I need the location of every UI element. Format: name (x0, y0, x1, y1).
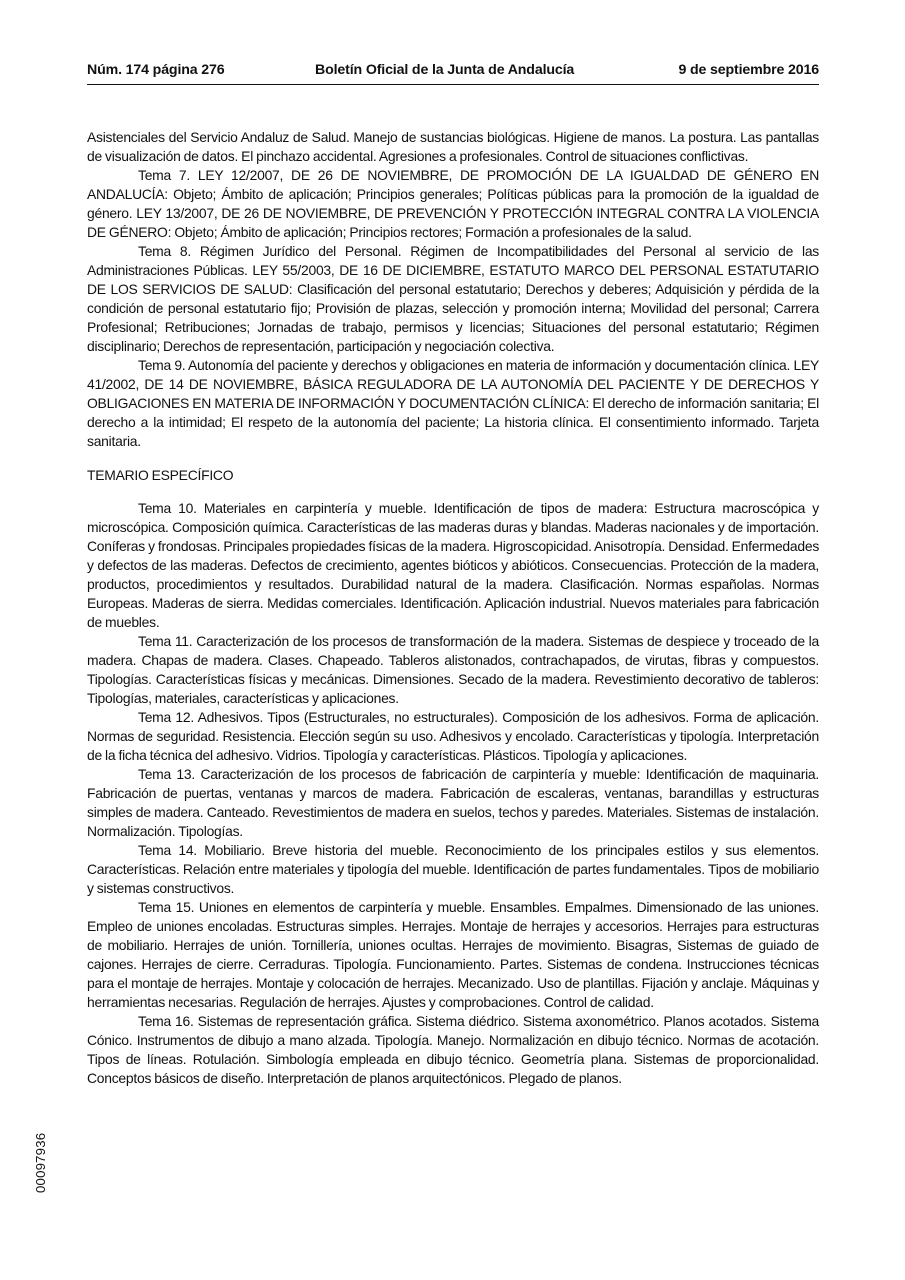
paragraph-tema-16: Tema 16. Sistemas de representación gráfica. Sistema diédrico. Sistema axonométrico. Planos acotados. Sistema Cónico. Instrumentos de dibujo a mano alzada. Tipología. Manejo. Normalización en dibujo técnico. Normas de acotación. Tipos de líneas. Rotulación. Simbología empleada en dibujo técnico. Geometría plana. Sistemas de proporcionalidad. Conceptos básicos de diseño. Interpretación de planos arquitectónicos. Plegado de planos. (87, 1013, 819, 1086)
paragraph-tema-14: Tema 14. Mobiliario. Breve historia del mueble. Reconocimiento de los principales estilos y sus elementos. Características. Relación entre materiales y tipología del mueble. Identificación de partes fundamentales. Tipos de mobiliario y sistemas constructivos. (87, 842, 819, 896)
paragraph-tema-9: Tema 9. Autonomía del paciente y derechos y obligaciones en materia de información y documentación clínica. LEY 41/2002, DE 14 DE NOVIEMBRE, BÁSICA REGULADORA DE LA AUTONOMÍA DEL PACIENTE Y DE DERECHOS Y OBLIGACIONES EN MATERIA DE INFORMACIÓN Y DOCUMENTACIÓN CLÍNICA: El derecho de información sanitaria; El derecho a la intimidad; El respeto de la autonomía del paciente; La historia clínica. El consentimiento informado. Tarjeta sanitaria. (87, 357, 819, 449)
document-body (87, 128, 819, 1088)
page-header (87, 62, 819, 85)
paragraph-tema-8: Tema 8. Régimen Jurídico del Personal. Régimen de Incompatibilidades del Personal al servicio de las Administraciones Públicas. LEY 55/2003, DE 16 DE DICIEMBRE, ESTATUTO MARCO DEL PERSONAL ESTATUTARIO DE LOS SERVICIOS DE SALUD: Clasificación del personal estatutario; Derechos y deberes; Adquisición y pérdida de la condición de personal estatutario fijo; Provisión de plazas, selección y promoción interna; Movilidad del personal; Carrera Profesional; Retribuciones; Jornadas de trabajo, permisos y licencias; Situaciones del personal estatutario; Régimen disciplinario; Derechos de representación, participación y negociación colectiva. (87, 243, 819, 354)
section-heading: TEMARIO ESPECÍFICO (87, 467, 234, 483)
paragraph-continuation: Asistenciales del Servicio Andaluz de Salud. Manejo de sustancias biológicas. Higiene de manos. La postura. Las pantallas de visualización de datos. El pinchazo accidental. Agresiones a profesionales. Control de situaciones conflictivas. (87, 129, 819, 164)
issue-and-page-number: Núm. 174 página 276 (87, 62, 225, 78)
paragraph-tema-12: Tema 12. Adhesivos. Tipos (Estructurales, no estructurales). Composición de los adhesivos. Forma de aplicación. Normas de seguridad. Resistencia. Elección según su uso. Adhesivos y encolado. Características y tipología. Interpretación de la ficha técnica del adhesivo. Vidrios. Tipología y características. Plásticos. Tipología y aplicaciones. (87, 709, 819, 763)
paragraph-tema-15: Tema 15. Uniones en elementos de carpintería y mueble. Ensambles. Empalmes. Dimensionado de las uniones. Empleo de uniones encoladas. Estructuras simples. Herrajes. Montaje de herrajes y accesorios. Herrajes para estructuras de mobiliario. Herrajes de unión. Tornillería, uniones ocultas. Herrajes de movimiento. Bisagras, Sistemas de guiado de cajones. Herrajes de cierre. Cerraduras. Tipología. Funcionamiento. Partes. Sistemas de condena. Instrucciones técnicas para el montaje de herrajes. Montaje y colocación de herrajes. Mecanizado. Uso de plantillas. Fijación y anclaje. Máquinas y herramientas necesarias. Regulación de herrajes. Ajustes y comprobaciones. Control de calidad. (87, 899, 819, 1010)
paragraph-tema-7: Tema 7. LEY 12/2007, DE 26 DE NOVIEMBRE, DE PROMOCIÓN DE LA IGUALDAD DE GÉNERO EN ANDALUCÍA: Objeto; Ámbito de aplicación; Principios generales; Políticas públicas para la promoción de la igualdad de género. LEY 13/2007, DE 26 DE NOVIEMBRE, DE PREVENCIÓN Y PROTECCIÓN INTEGRAL CONTRA LA VIOLENCIA DE GÉNERO: Objeto; Ámbito de aplicación; Principios rectores; Formación a profesionales de la salud. (87, 167, 819, 240)
publication-date: 9 de septiembre 2016 (678, 62, 819, 78)
paragraph-tema-10: Tema 10. Materiales en carpintería y mueble. Identificación de tipos de madera: Estructura macroscópica y microscópica. Composición química. Características de las maderas duras y blandas. Maderas nacionales y de importación. Coníferas y frondosas. Principales propiedades físicas de la madera. Higroscopicidad. Anisotropía. Densidad. Enfermedades y defectos de las maderas. Defectos de crecimiento, agentes bióticos y abióticos. Consecuencias. Protección de la madera, productos, procedimientos y resultados. Durabilidad natural de la madera. Clasificación. Normas españolas. Normas Europeas. Maderas de sierra. Medidas comerciales. Identificación. Aplicación industrial. Nuevos materiales para fabricación de muebles. (87, 500, 820, 630)
paragraph-tema-11: Tema 11. Caracterización de los procesos de transformación de la madera. Sistemas de despiece y troceado de la madera. Chapas de madera. Clases. Chapeado. Tableros alistonados, contrachapados, de virutas, fibras y compuestos. Tipologías. Características físicas y mecánicas. Dimensiones. Secado de la madera. Revestimiento decorativo de tableros: Tipologías, materiales, características y aplicaciones. (87, 633, 819, 706)
publication-title: Boletín Oficial de la Junta de Andalucía (315, 62, 575, 78)
document-reference-code: 00097936 (33, 1132, 48, 1193)
paragraph-tema-13: Tema 13. Caracterización de los procesos de fabricación de carpintería y mueble: Identificación de maquinaria. Fabricación de puertas, ventanas y marcos de madera. Fabricación de escaleras, ventanas, barandillas y estructuras simples de madera. Canteado. Revestimientos de madera en suelos, techos y paredes. Materiales. Sistemas de instalación. Normalización. Tipologías. (87, 766, 819, 839)
